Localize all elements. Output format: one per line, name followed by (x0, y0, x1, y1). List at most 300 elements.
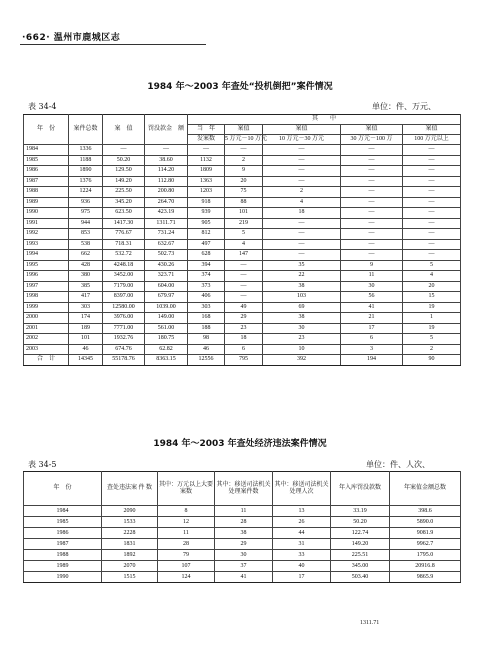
t1-cell: — (403, 166, 461, 177)
t2-cell: 5890.0 (390, 517, 461, 528)
t1-cell: 219 (225, 218, 263, 229)
t1-cell: 10 (263, 344, 341, 355)
table-row (24, 517, 461, 528)
t2-cell: 107 (158, 561, 215, 572)
table1 (23, 114, 461, 366)
t1-cell: 323.71 (145, 271, 188, 282)
t1-cell: 6 (341, 334, 403, 345)
total-cell: 392 (263, 355, 341, 366)
t1-cell: 385 (69, 281, 103, 292)
t1-cell: 1039.00 (145, 302, 188, 313)
t1-cell: 1809 (188, 166, 225, 177)
t1-cell: 17 (341, 323, 403, 334)
t1-h-among: 其 中 (188, 115, 461, 125)
t1-cell: 101 (69, 334, 103, 345)
t1-cell: 1417.30 (103, 218, 145, 229)
t1-cell: — (225, 145, 263, 156)
t1-cell: 1993 (24, 239, 69, 250)
t2-cell: 1533 (102, 517, 158, 528)
t1-cell: 2 (263, 187, 341, 198)
table-row (24, 506, 461, 517)
t1-cell: — (403, 145, 461, 156)
t1-cell: — (403, 218, 461, 229)
t2-h-amount: 年案值金额总数 (390, 472, 461, 506)
t2-cell: 28 (215, 517, 273, 528)
t1-cell: — (341, 155, 403, 166)
t1-cell: 3 (341, 344, 403, 355)
t1-cell: 1890 (69, 166, 103, 177)
table-row (24, 528, 461, 539)
t1-cell: 975 (69, 208, 103, 219)
t1-cell: — (263, 166, 341, 177)
t1-cell: 918 (188, 197, 225, 208)
table-row (24, 550, 461, 561)
t1-h-total: 案件总数 (69, 115, 103, 145)
table-row (24, 260, 461, 271)
t1-cell: 225.50 (103, 187, 145, 198)
t1-cell: 3452.00 (103, 271, 145, 282)
t2-cell: 17 (273, 572, 331, 583)
t1-cell: 21 (341, 313, 403, 324)
t2-h-transfer-people: 其中：移送司法机关处理人次 (273, 472, 331, 506)
t1-cell: — (341, 229, 403, 240)
t2-cell: 29 (215, 539, 273, 550)
total-cell: 14345 (69, 355, 103, 366)
t1-cell: 428 (69, 260, 103, 271)
t2-cell: 124 (158, 572, 215, 583)
t1-cell: 2002 (24, 334, 69, 345)
t2-cell: 2228 (102, 528, 158, 539)
t1-cell: 188 (188, 323, 225, 334)
t1-cell: 2001 (24, 323, 69, 334)
table1-label: 表 34-4 (28, 102, 57, 111)
t2-cell: 345.00 (331, 561, 390, 572)
t2-cell: 2090 (102, 506, 158, 517)
t2-cell: 79 (158, 550, 215, 561)
t2-cell: 11 (158, 528, 215, 539)
t1-h-b2p: 10 万元 (247, 136, 268, 143)
t1-cell: — (263, 145, 341, 156)
t1-cell: 30 (341, 281, 403, 292)
t1-cell: 4 (225, 239, 263, 250)
t2-cell: 1990 (24, 572, 102, 583)
t2-cell: 33.19 (331, 506, 390, 517)
t1-cell: 9 (225, 166, 263, 177)
t1-cell: 4248.18 (103, 260, 145, 271)
t1-cell: 19 (403, 302, 461, 313)
t1-cell: 380 (69, 271, 103, 282)
t2-cell: 31 (273, 539, 331, 550)
t1-cell: 731.24 (145, 229, 188, 240)
t1-cell: 264.70 (145, 197, 188, 208)
table-row (24, 218, 461, 229)
t2-cell: 11 (215, 506, 273, 517)
t1-cell: — (341, 239, 403, 250)
t1-cell: 46 (188, 344, 225, 355)
t1-cell: 303 (69, 302, 103, 313)
t1-cell: 632.67 (145, 239, 188, 250)
t1-cell: 98 (188, 334, 225, 345)
t1-cell: 1996 (24, 271, 69, 282)
t1-cell: 623.50 (103, 208, 145, 219)
t1-cell: — (263, 155, 341, 166)
total-cell: 12556 (188, 355, 225, 366)
t1-h-b2s: 10 万元－30 万元 (263, 135, 341, 145)
t1-cell: 776.67 (103, 229, 145, 240)
t2-cell: 44 (273, 528, 331, 539)
t1-cell: 29 (225, 313, 263, 324)
t1-cell: 35 (263, 260, 341, 271)
t1-cell: — (341, 176, 403, 187)
t1-cell: 345.20 (103, 197, 145, 208)
t1-cell: 75 (225, 187, 263, 198)
t2-cell: 37 (215, 561, 273, 572)
t1-cell: — (263, 250, 341, 261)
t1-cell: 5 (403, 260, 461, 271)
table-total-row (24, 355, 461, 366)
t1-cell: — (403, 187, 461, 198)
table-row (24, 166, 461, 177)
t2-cell: 20916.8 (390, 561, 461, 572)
table-row (24, 187, 461, 198)
t2-h-fines: 年入库罚没款数 (331, 472, 390, 506)
t2-cell: 9865.9 (390, 572, 461, 583)
t2-cell: 9962.7 (390, 539, 461, 550)
t1-cell: — (403, 155, 461, 166)
t1-cell: — (225, 260, 263, 271)
t1-cell: 374 (188, 271, 225, 282)
t1-cell: 1376 (69, 176, 103, 187)
t1-cell: — (341, 218, 403, 229)
t1-cell: 38 (263, 313, 341, 324)
table-row (24, 208, 461, 219)
t1-cell: — (341, 197, 403, 208)
t1-cell: 1998 (24, 292, 69, 303)
t1-cell: 1990 (24, 208, 69, 219)
t2-cell: 503.40 (331, 572, 390, 583)
t1-cell: 430.26 (145, 260, 188, 271)
t1-cell: 939 (188, 208, 225, 219)
t1-cell: 2 (225, 155, 263, 166)
total-cell: 194 (341, 355, 403, 366)
table-row (24, 292, 461, 303)
t1-cell: 718.31 (103, 239, 145, 250)
t1-h-b3s: 30 万元－100 万 (341, 135, 403, 145)
t1-cell: 15 (403, 292, 461, 303)
t1-cell: 604.00 (145, 281, 188, 292)
t2-cell: 1988 (24, 550, 102, 561)
t1-cell: 1992 (24, 229, 69, 240)
t1-cell: 674.76 (103, 344, 145, 355)
t1-cell: 406 (188, 292, 225, 303)
t1-cell: 905 (188, 218, 225, 229)
t1-h-b4: 案值 (403, 125, 461, 135)
t1-cell: 1986 (24, 166, 69, 177)
t1-cell: — (225, 281, 263, 292)
t1-cell: 30 (263, 323, 341, 334)
table-row (24, 323, 461, 334)
t2-cell: 50.20 (331, 517, 390, 528)
t1-cell: 4 (403, 271, 461, 282)
table1-unit: 单位：件、万元、 (372, 102, 436, 111)
t1-h-b2: 案值 (263, 125, 341, 135)
t1-cell: 8397.00 (103, 292, 145, 303)
t1-cell: 38 (263, 281, 341, 292)
table-row (24, 281, 461, 292)
table-row (24, 302, 461, 313)
t1-cell: 114.20 (145, 166, 188, 177)
t1-cell: 69 (263, 302, 341, 313)
t1-cell: 561.00 (145, 323, 188, 334)
t1-cell: 38.60 (145, 155, 188, 166)
t1-cell: 1336 (69, 145, 103, 156)
t1-cell: 628 (188, 250, 225, 261)
t1-cell: 853 (69, 229, 103, 240)
t1-cell: 1 (403, 313, 461, 324)
t1-cell: — (403, 250, 461, 261)
t1-cell: 1188 (69, 155, 103, 166)
t1-cell: 56 (341, 292, 403, 303)
t2-cell: 30 (215, 550, 273, 561)
t1-h-fine: 罚没款金 额 (145, 115, 188, 145)
t2-cell: 1515 (102, 572, 158, 583)
t1-h-b1s-a: 5 万元－ (225, 136, 248, 143)
t1-cell: 1997 (24, 281, 69, 292)
t2-cell: 1985 (24, 517, 102, 528)
t2-cell: 13 (273, 506, 331, 517)
t1-cell: 1991 (24, 218, 69, 229)
t1-cell: 303 (188, 302, 225, 313)
t1-cell: 174 (69, 313, 103, 324)
t1-cell: — (403, 197, 461, 208)
t1-cell: 1987 (24, 176, 69, 187)
t2-h-big: 其中：万元以上大要案数 (158, 472, 215, 506)
t1-cell: 19 (403, 323, 461, 334)
t2-h-count: 查处违法案 件 数 (102, 472, 158, 506)
t2-cell: 33 (273, 550, 331, 561)
total-cell: 795 (225, 355, 263, 366)
t2-h-transfer-cases: 其中：移送司法机关处理案件数 (215, 472, 273, 506)
header-rule (20, 44, 206, 45)
t1-cell: 149.20 (103, 176, 145, 187)
t1-cell: 20 (403, 281, 461, 292)
table-row (24, 229, 461, 240)
t1-cell: — (263, 229, 341, 240)
t1-cell: 1311.71 (145, 218, 188, 229)
t1-h-b4s: 100 万元以上 (403, 135, 461, 145)
t2-cell: 2070 (102, 561, 158, 572)
t2-cell: 149.20 (331, 539, 390, 550)
t1-cell: 20 (225, 176, 263, 187)
t1-cell: — (263, 239, 341, 250)
t1-cell: — (225, 292, 263, 303)
t1-cell: 6 (225, 344, 263, 355)
table-row (24, 572, 461, 583)
t2-cell: 1831 (102, 539, 158, 550)
total-cell: 合 计 (24, 355, 69, 366)
t1-cell: 2000 (24, 313, 69, 324)
t1-cell: 147 (225, 250, 263, 261)
t1-cell: 1988 (24, 187, 69, 198)
table2-unit: 单位：件、人次、 (366, 460, 430, 469)
t2-cell: 28 (158, 539, 215, 550)
t2-h-year: 年 份 (24, 472, 102, 506)
t1-h-year: 年 份 (24, 115, 69, 145)
t2-cell: 1987 (24, 539, 102, 550)
t1-h-value: 案 值 (103, 115, 145, 145)
table-row (24, 197, 461, 208)
table-row (24, 271, 461, 282)
t1-cell: 373 (188, 281, 225, 292)
t2-cell: 41 (215, 572, 273, 583)
t1-cell: 46 (69, 344, 103, 355)
t1-cell: 1132 (188, 155, 225, 166)
t1-cell: — (263, 176, 341, 187)
t1-cell: 50.20 (103, 155, 145, 166)
t1-cell: 101 (225, 208, 263, 219)
t1-cell: 4 (263, 197, 341, 208)
t1-cell: — (225, 271, 263, 282)
t2-cell: 8 (158, 506, 215, 517)
total-cell: 8363.15 (145, 355, 188, 366)
t1-cell: 1224 (69, 187, 103, 198)
t1-cell: 7771.00 (103, 323, 145, 334)
t1-cell: 180.75 (145, 334, 188, 345)
t2-cell: 26 (273, 517, 331, 528)
t1-cell: — (145, 145, 188, 156)
table-row (24, 239, 461, 250)
table2-label: 表 34-5 (28, 460, 57, 469)
t1-cell: 112.80 (145, 176, 188, 187)
t1-cell: 23 (263, 334, 341, 345)
t2-cell: 40 (273, 561, 331, 572)
t1-cell: — (341, 145, 403, 156)
t1-h-current: 当 年 (188, 125, 225, 135)
t1-cell: 5 (403, 334, 461, 345)
t1-cell: 394 (188, 260, 225, 271)
t2-cell: 1986 (24, 528, 102, 539)
t2-cell: 1795.0 (390, 550, 461, 561)
t1-cell: 103 (263, 292, 341, 303)
t1-cell: 1999 (24, 302, 69, 313)
t1-cell: 662 (69, 250, 103, 261)
t1-cell: 679.97 (145, 292, 188, 303)
t2-cell: 1892 (102, 550, 158, 561)
t1-cell: 502.73 (145, 250, 188, 261)
t1-cell: — (403, 176, 461, 187)
t1-h-current-sub: 发案数 (188, 135, 225, 145)
table2-title: 1984 年～2003 年查处经济违法案件情况 (153, 439, 327, 449)
t2-cell: 398.6 (390, 506, 461, 517)
t1-cell: 1989 (24, 197, 69, 208)
t1-h-b1s (225, 135, 268, 145)
t1-cell: 532.72 (103, 250, 145, 261)
t1-cell: 1932.76 (103, 334, 145, 345)
t2-trailing-value: 1311.71 (360, 620, 380, 626)
t1-cell: 538 (69, 239, 103, 250)
table-row (24, 176, 461, 187)
running-head: ·662· 温州市鹿城区志 (22, 33, 121, 43)
table-row (24, 334, 461, 345)
t1-cell: — (403, 229, 461, 240)
table-row (24, 155, 461, 166)
t1-cell: — (341, 250, 403, 261)
t1-cell: 12580.00 (103, 302, 145, 313)
t1-cell: — (341, 187, 403, 198)
t1-cell: 423.19 (145, 208, 188, 219)
t1-cell: 168 (188, 313, 225, 324)
t1-cell: 1995 (24, 260, 69, 271)
t1-cell: 1985 (24, 155, 69, 166)
t1-cell: — (263, 218, 341, 229)
t1-cell: 9 (341, 260, 403, 271)
t1-cell: 7179.00 (103, 281, 145, 292)
t1-cell: 49 (225, 302, 263, 313)
table-row (24, 313, 461, 324)
table-row (24, 250, 461, 261)
t2-cell: 38 (215, 528, 273, 539)
t1-cell: 2 (403, 344, 461, 355)
t1-cell: 23 (225, 323, 263, 334)
t1-cell: 497 (188, 239, 225, 250)
t1-cell: 200.80 (145, 187, 188, 198)
t2-cell: 1989 (24, 561, 102, 572)
t1-cell: 18 (225, 334, 263, 345)
t1-cell: 149.00 (145, 313, 188, 324)
t1-cell: 62.82 (145, 344, 188, 355)
table2 (23, 471, 461, 583)
table-row (24, 145, 461, 156)
t1-cell: 812 (188, 229, 225, 240)
table-row (24, 561, 461, 572)
t1-cell: 1984 (24, 145, 69, 156)
total-cell: 55178.76 (103, 355, 145, 366)
t1-cell: 189 (69, 323, 103, 334)
total-cell: 90 (403, 355, 461, 366)
t2-cell: 225.51 (331, 550, 390, 561)
t1-cell: 417 (69, 292, 103, 303)
t1-cell: 22 (263, 271, 341, 282)
table-row (24, 539, 461, 550)
t1-cell: — (188, 145, 225, 156)
t1-cell: — (403, 208, 461, 219)
t1-cell: — (103, 145, 145, 156)
t1-cell: 11 (341, 271, 403, 282)
t1-cell: 18 (263, 208, 341, 219)
t1-cell: — (403, 239, 461, 250)
t1-cell: — (341, 166, 403, 177)
t1-h-b1: 案值 (225, 125, 263, 135)
t2-cell: 1984 (24, 506, 102, 517)
t1-cell: 3976.00 (103, 313, 145, 324)
table-row (24, 344, 461, 355)
t1-cell: — (341, 208, 403, 219)
t1-cell: 936 (69, 197, 103, 208)
t1-cell: 41 (341, 302, 403, 313)
t1-cell: 1363 (188, 176, 225, 187)
t2-cell: 12 (158, 517, 215, 528)
t2-cell: 122.74 (331, 528, 390, 539)
t1-cell: 129.50 (103, 166, 145, 177)
t1-cell: 5 (225, 229, 263, 240)
t1-cell: 88 (225, 197, 263, 208)
t2-cell: 9081.9 (390, 528, 461, 539)
t1-h-b3: 案值 (341, 125, 403, 135)
t1-cell: 1203 (188, 187, 225, 198)
t1-cell: 944 (69, 218, 103, 229)
table1-title: 1984 年～2003 年查处“投机倒把”案件情况 (147, 82, 333, 92)
t1-cell: 1994 (24, 250, 69, 261)
